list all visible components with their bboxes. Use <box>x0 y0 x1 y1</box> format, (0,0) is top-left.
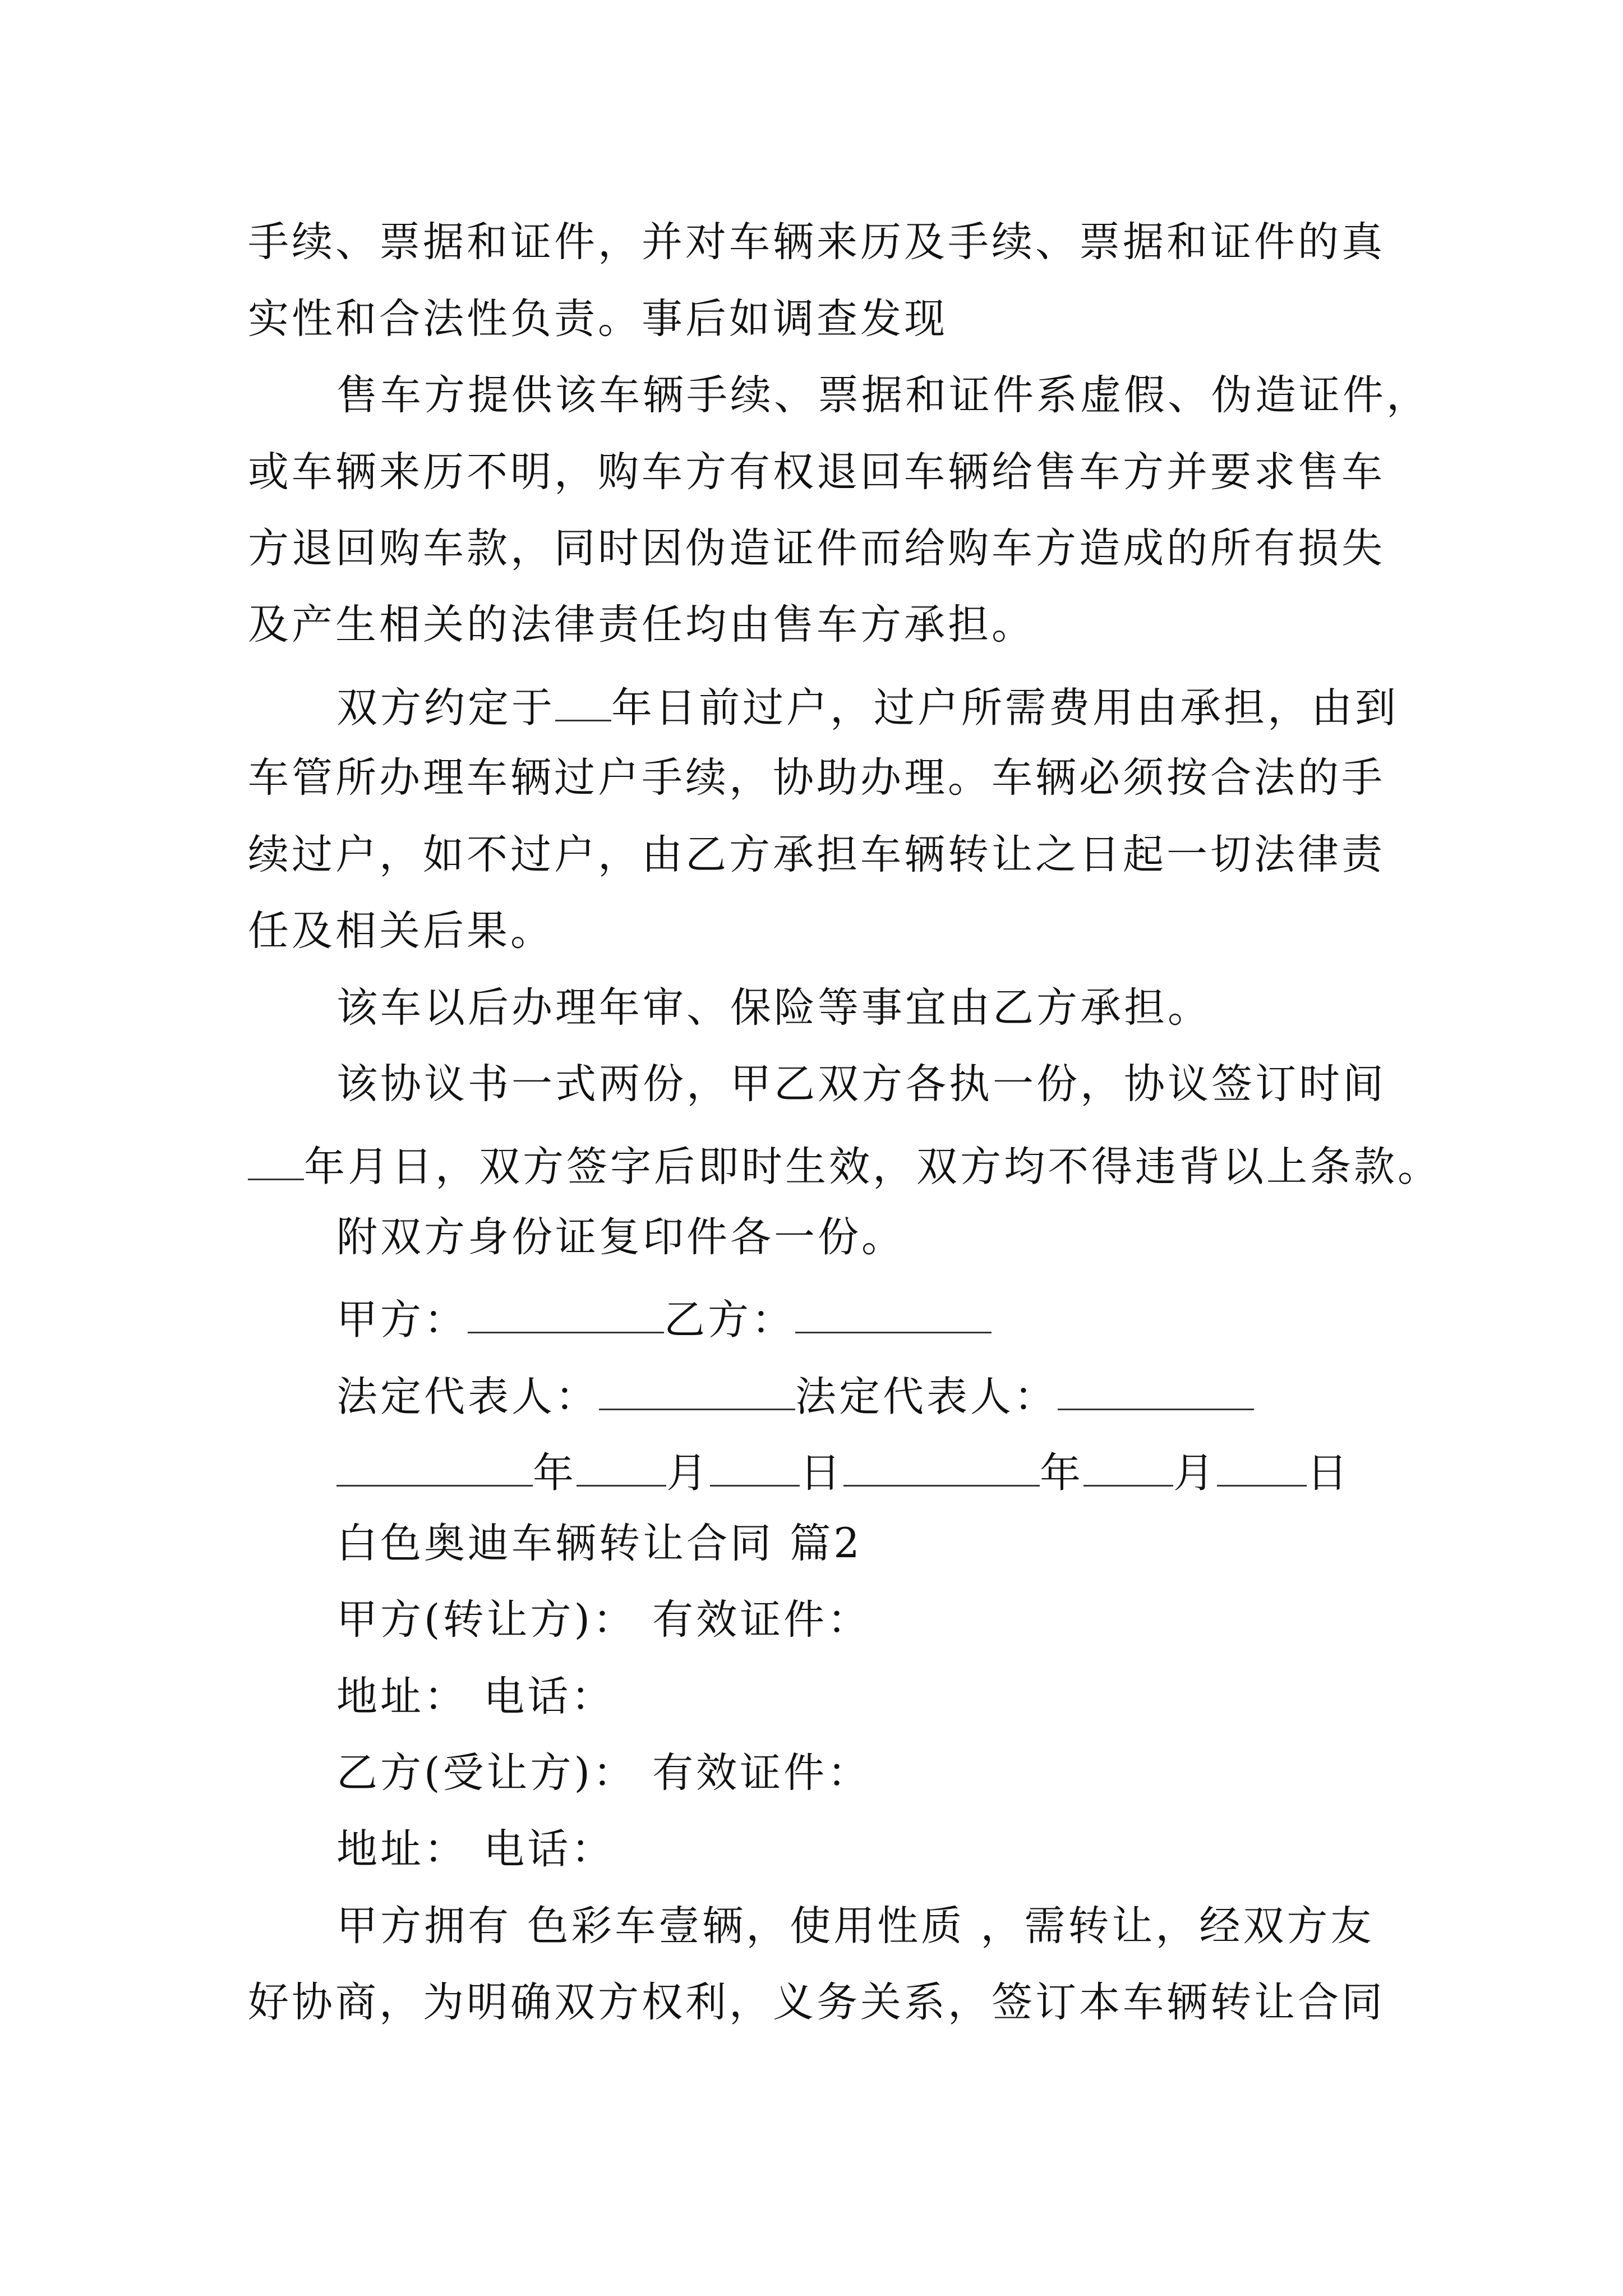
rep-b-blank <box>1058 1370 1254 1410</box>
address-line: 地址： 电话： <box>336 1825 615 1873</box>
paragraph-line: 或车辆来历不明，购车方有权退回车辆给售车方并要求售车 <box>248 448 1385 496</box>
paragraph-line: 手续、票据和证件，并对车辆来历及手续、票据和证件的真 <box>248 218 1385 266</box>
day-label: 日 <box>800 1449 843 1497</box>
paragraph-line: 好协商，为明确双方权利，义务关系，签订本车辆转让合同 <box>248 1978 1385 2026</box>
rep-b-label: 法定代表人： <box>795 1373 1058 1421</box>
party-line: 甲方(转让方)： 有效证件： <box>336 1596 872 1644</box>
paragraph-line: 及产生相关的法律责任均由售车方承担。 <box>248 601 1035 648</box>
section-title: 白色奥迪车辆转让合同 篇2 <box>336 1520 863 1567</box>
blank-underline <box>248 1140 304 1180</box>
year-blank <box>843 1446 1040 1487</box>
paragraph-line: 车管所办理车辆过户手续，协助办理。车辆必须按合法的手 <box>248 754 1385 802</box>
day-label: 日 <box>1307 1449 1350 1497</box>
party-a-blank <box>468 1293 664 1333</box>
party-a-label: 甲方： <box>336 1296 468 1344</box>
paragraph-line: 方退回购车款，同时因伪造证件而给购车方造成的所有损失 <box>248 524 1385 572</box>
paragraph-line: 该车以后办理年审、保险等事宜由乙方承担。 <box>336 984 1211 1032</box>
paragraph-line: 售车方提供该车辆手续、票据和证件系虚假、伪造证件， <box>336 371 1430 419</box>
year-label: 年 <box>533 1449 577 1497</box>
paragraph-line: 任及相关后果。 <box>248 907 554 955</box>
text-fragment: 年月日，双方签字后即时生效，双方均不得违背以上条款。 <box>304 1143 1441 1191</box>
month-blank <box>577 1446 666 1487</box>
paragraph-line: 附双方身份证复印件各一份。 <box>336 1213 905 1261</box>
paragraph-line: 该协议书一式两份，甲乙双方各执一份，协议签订时间 <box>336 1060 1386 1108</box>
signature-line <box>336 1370 1254 1421</box>
date-line <box>336 1446 1350 1497</box>
month-blank <box>1083 1446 1173 1487</box>
party-line: 乙方(受让方)： 有效证件： <box>336 1749 872 1797</box>
paragraph-line <box>336 681 1399 732</box>
paragraph-line: 续过户，如不过户，由乙方承担车辆转让之日起一切法律责 <box>248 831 1385 878</box>
paragraph-line: 实性和合法性负责。事后如调查发现 <box>248 295 948 343</box>
day-blank <box>1217 1446 1307 1487</box>
rep-a-blank <box>599 1370 795 1410</box>
year-blank <box>336 1446 533 1487</box>
address-line: 地址： 电话： <box>336 1673 615 1720</box>
rep-a-label: 法定代表人： <box>336 1373 599 1421</box>
party-b-blank <box>795 1293 992 1333</box>
signature-line <box>336 1293 992 1344</box>
text-fragment: 双方约定于 <box>336 684 555 732</box>
party-b-label: 乙方： <box>664 1296 795 1344</box>
paragraph-line: 甲方拥有 色彩车壹辆，使用性质 ，需转让，经双方友 <box>336 1902 1375 1950</box>
year-label: 年 <box>1040 1449 1083 1497</box>
day-blank <box>710 1446 800 1487</box>
month-label: 月 <box>666 1449 710 1497</box>
paragraph-line <box>248 1140 1441 1191</box>
month-label: 月 <box>1173 1449 1217 1497</box>
blank-underline <box>555 681 611 721</box>
text-fragment: 年日前过户，过户所需费用由承担，由到 <box>611 684 1399 732</box>
